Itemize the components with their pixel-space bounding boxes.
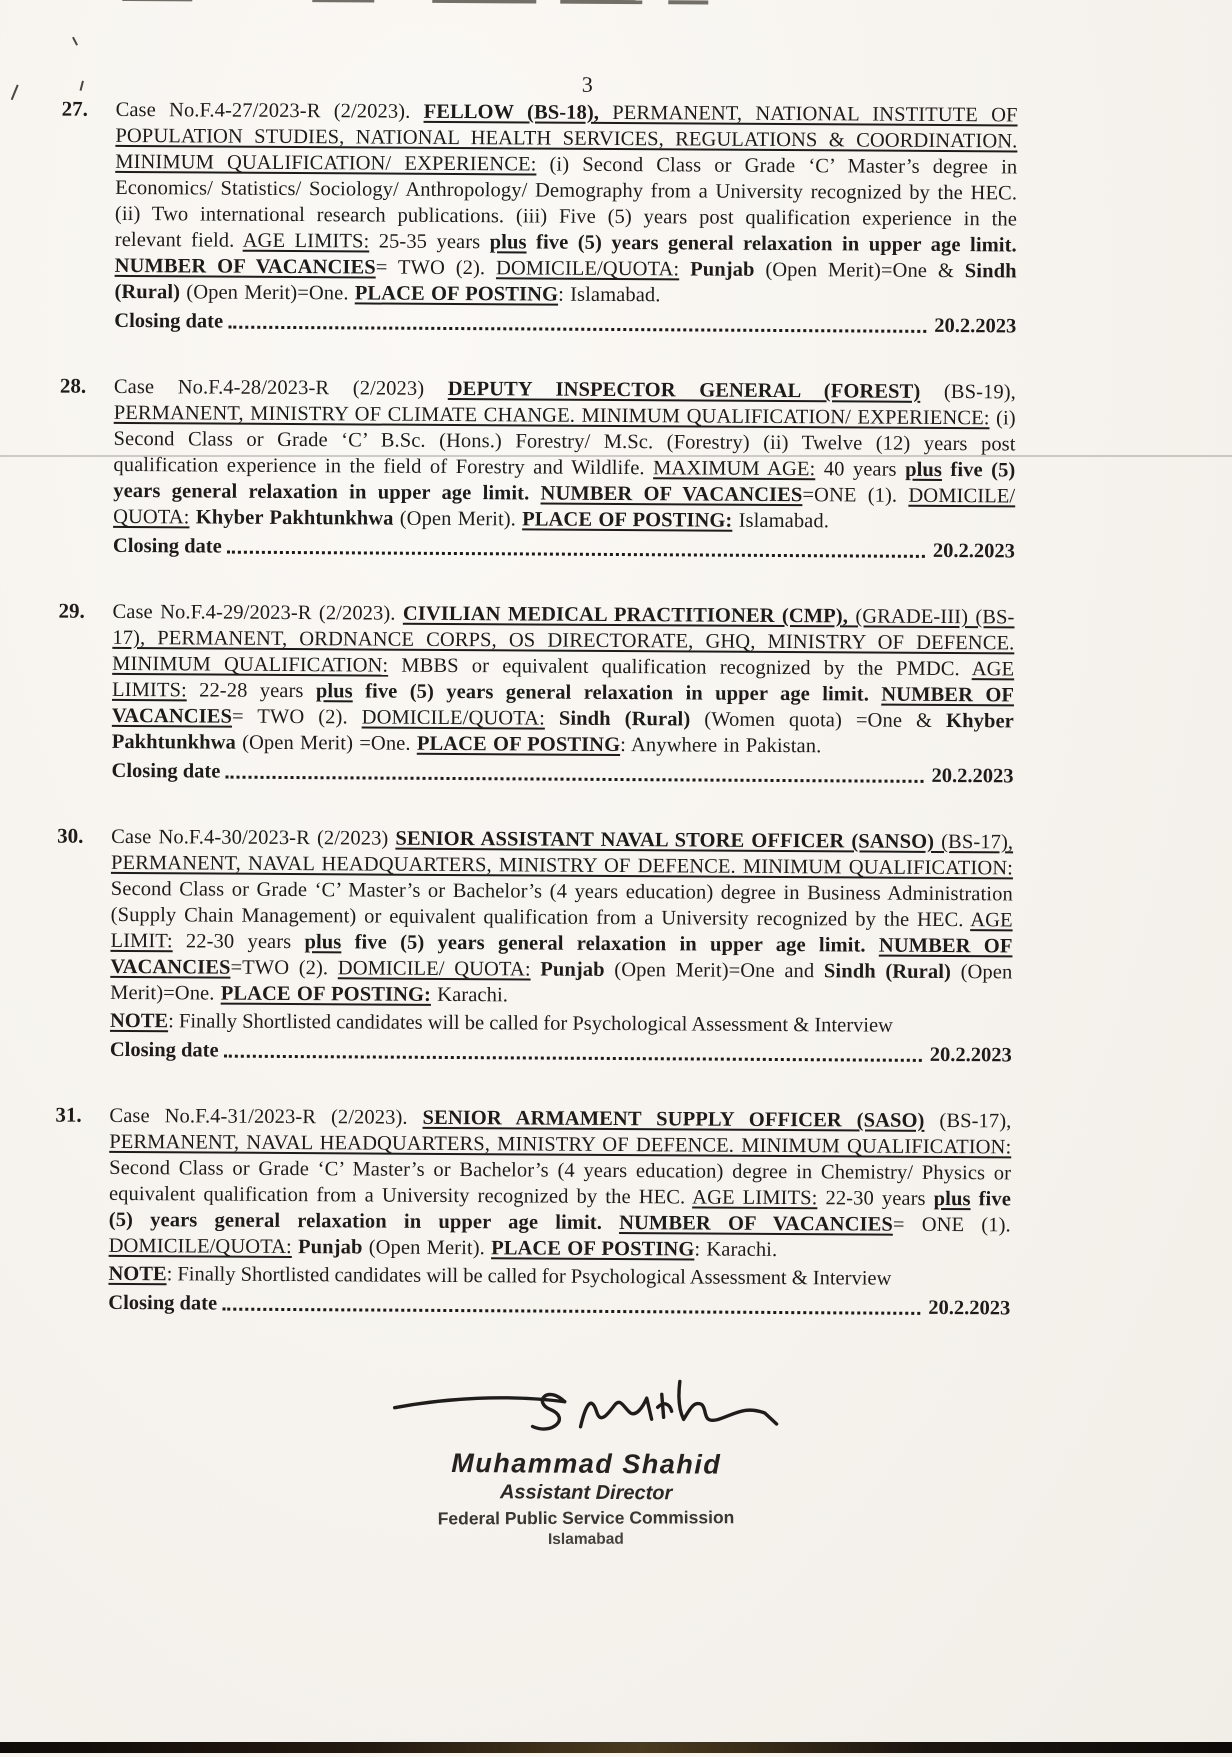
closing-line [113,533,1015,565]
closing-label: Closing date [108,1291,218,1315]
closing-line [114,308,1016,340]
signatory-org: Federal Public Service Commission [437,1507,735,1529]
case-body: Case No.F.4-29/2023-R (2/2023). CIVILIAN MEDICAL PRACTITIONER (CMP), (GRADE-III) (BS-17), PERMANENT, ORDNANCE CORPS, OS DIRECTORATE, GHQ, MINISTRY OF DEFENCE. MINIMUM QUALIFICATION: MBBS or equivalent qualification recognized by the PMDC. AGE LIMITS: 22-28 years plus five (5) years general relaxation in upper age limit. NUMBER OF VACANCIES= TWO (2). DOMICILE/QUOTA: Sindh (Rural) (Women quota) =One & Khyber Pakhtunkhwa (Open Merit) =One. PLACE OF POSTING: Anywhere in Pakistan. [111,600,1015,758]
case-number: 31. [55,1102,82,1127]
closing-line [110,1037,1012,1069]
case-number: 29. [58,598,85,623]
signature-scribble [386,1360,787,1454]
closing-leader [225,776,923,783]
case-body: Case No.F.4-31/2023-R (2/2023). SENIOR ARMAMENT SUPPLY OFFICER (SASO) (BS-17), PERMANENT, NAVAL HEADQUARTERS, MINISTRY OF DEFENCE. MINIMUM QUALIFICATION: Second Class or Grade ‘C’ Master’s or Bachelor’s (4 years education) degree in Chemistry/ Physics or equivalent qualification from a University recognized by the HEC. AGE LIMITS: 22-30 years plus five (5) years general relaxation in upper age limit. NUMBER OF VACANCIES= ONE (1). DOMICILE/QUOTA: Punjab (Open Merit). PLACE OF POSTING: Karachi. [108,1104,1012,1261]
case-number: 30. [57,823,84,848]
ink-mark [11,85,19,101]
scan-line-artifact [0,455,1232,457]
case-item [60,97,1017,340]
case-number: 27. [61,96,88,121]
scan-edge-artifact [312,0,374,3]
closing-leader [227,551,925,558]
case-item [57,599,1014,790]
closing-date: 20.2.2023 [934,314,1017,338]
note-text: : Finally Shortlisted candidates will be called for Psychological Assessment & Interview [168,1010,893,1037]
case-body: Case No.F.4-27/2023-R (2/2023). FELLOW (BS-18), PERMANENT, NATIONAL INSTITUTE OF POPULATION STUDIES, NATIONAL HEALTH SERVICES, REGULATIONS & COORDINATION. MINIMUM QUALIFICATION/ EXPERIENCE: (i) Second Class or Grade ‘C’ Master’s degree in Economics/ Statistics/ Sociology/ Anthropology/ Demography from a University recognized by the HEC. (ii) Two international research publications. (iii) Five (5) years post qualification experience in the relevant field. AGE LIMITS: 25-35 years plus five (5) years general relaxation in upper age limit. NUMBER OF VACANCIES= TWO (2). DOMICILE/QUOTA: Punjab (Open Merit)=One & Sindh (Rural) (Open Merit)=One. PLACE OF POSTING: Islamabad. [114,98,1018,307]
case-note [110,1008,1012,1040]
closing-label: Closing date [111,759,221,783]
signature-block [351,1359,822,1550]
case-item [59,374,1016,565]
case-note [108,1261,1010,1293]
case-body: Case No.F.4-28/2023-R (2/2023) DEPUTY INSPECTOR GENERAL (FOREST) (BS-19), PERMANENT, MINISTRY OF CLIMATE CHANGE. MINIMUM QUALIFICATION/ EXPERIENCE: (i) Second Class or Grade ‘C’ B.Sc. (Hons.) Forestry/ M.Sc. (Forestry) (ii) Twelve (12) years post qualification experience in the field of Forestry and Wildlife. MAXIMUM AGE: 40 years plus five (5) years general relaxation in upper age limit. NUMBER OF VACANCIES=ONE (1). DOMICILE/ QUOTA: Khyber Pakhtunkhwa (Open Merit). PLACE OF POSTING: Islamabad. [113,375,1016,533]
ink-mark [80,81,84,91]
scan-bottom-edge [0,1742,1232,1753]
note-label: NOTE [108,1262,167,1286]
scan-edge-artifact [560,0,642,4]
signatory-name: Muhammad Shahid [451,1448,722,1480]
closing-label: Closing date [109,1038,219,1062]
scan-edge-artifact [432,0,536,3]
closing-date: 20.2.2023 [932,539,1015,563]
closing-leader [228,326,926,333]
closing-date: 20.2.2023 [931,764,1014,788]
closing-date: 20.2.2023 [928,1296,1011,1320]
scan-edge-artifact [668,0,708,4]
case-list [53,97,1018,1552]
signatory-title: Assistant Director [499,1481,673,1505]
case-body: Case No.F.4-30/2023-R (2/2023) SENIOR ASSISTANT NAVAL STORE OFFICER (SANSO) (BS-17), PERMANENT, NAVAL HEADQUARTERS, MINISTRY OF DEFENCE. MINIMUM QUALIFICATION: Second Class or Grade ‘C’ Master’s or Bachelor’s (4 years education) degree in Business Administration (Supply Chain Management) or equivalent qualification from a University recognized by the HEC. AGE LIMIT: 22-30 years plus five (5) years general relaxation in upper age limit. NUMBER OF VACANCIES=TWO (2). DOMICILE/ QUOTA: Punjab (Open Merit)=One and Sindh (Rural) (Open Merit)=One. PLACE OF POSTING: Karachi. [110,825,1014,1007]
signatory-city: Islamabad [547,1530,624,1548]
note-label: NOTE [109,1009,169,1033]
closing-leader [224,1055,922,1062]
case-item [56,824,1013,1069]
note-text: : Finally Shortlisted candidates will be called for Psychological Assessment & Interview [166,1263,892,1290]
closing-line [111,758,1013,790]
closing-date: 20.2.2023 [929,1043,1012,1067]
closing-label: Closing date [112,534,222,558]
case-number: 28. [59,373,87,398]
scan-edge-artifact [122,0,192,1]
case-item [54,1103,1011,1322]
closing-line [108,1290,1010,1322]
closing-label: Closing date [114,309,224,333]
ink-mark [72,37,78,46]
closing-leader [222,1308,920,1315]
page-number: 3 [581,71,593,97]
